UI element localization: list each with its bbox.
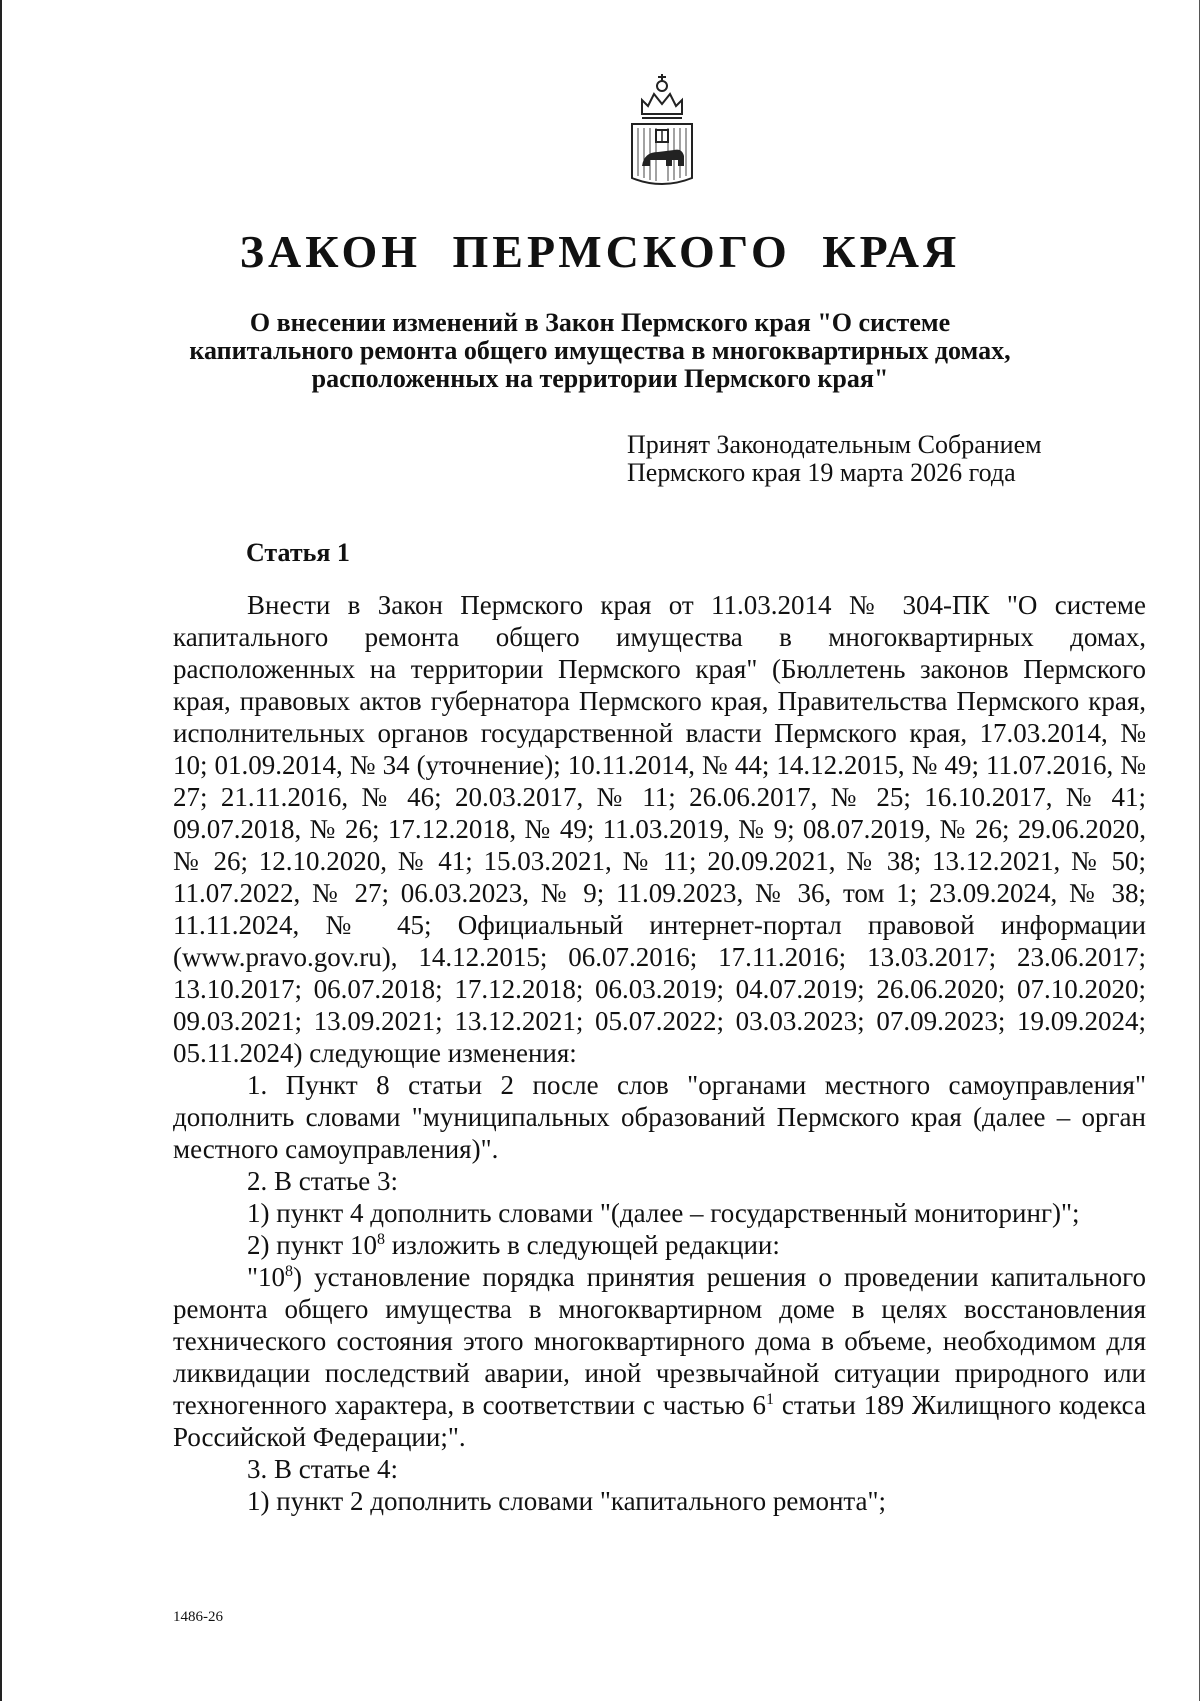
amendment-subitem: 1) пункт 4 дополнить словами "(далее – государственный мониторинг)"; — [247, 1198, 1080, 1228]
quote-text: "10 — [247, 1262, 286, 1292]
law-title: ЗАКОН ПЕРМСКОГО КРАЯ — [239, 226, 961, 277]
amendment-item: 1. Пункт 8 статьи 2 после слов "органами местного самоуправления" дополнить словами "муниципальных образований Пермского края (далее – орган местного самоуправления)". — [173, 1070, 1146, 1164]
quote-text: статьи 189 Жилищного кодекса Российской Федерации;". — [173, 1390, 1146, 1452]
adoption-note — [627, 431, 1147, 487]
adoption-line: Принят Законодательным Собранием — [627, 430, 1042, 459]
superscript: 8 — [376, 1231, 385, 1248]
subitem-text: изложить в следующей редакции: — [384, 1230, 780, 1260]
superscript: 1 — [765, 1391, 774, 1408]
intro-paragraph: Внести в Закон Пермского края от 11.03.2014 № 304-ПК "О системе капитального ремонта общего имущества в многоквартирных домах, расположенных на территории Пермского края" (Бюллетень законов Пермского края, правовых актов губернатора Пермского края, Правительства Пермского края, исполнительных органов государственной власти Пермского края, 17.03.2014, № 10; 01.09.2014, № 34 (уточнение); 10.11.2014, № 44; 14.12.2015, № 49; 11.07.2016, № 27; 21.11.2016, № 46; 20.03.2017, № 11; 26.06.2017, № 25; 16.10.2017, № 41; 09.07.2018, № 26; 17.12.2018, № 49; 11.03.2019, № 9; 08.07.2019, № 26; 29.06.2020, № 26; 12.10.2020, № 41; 15.03.2021, № 11; 20.09.2021, № 38; 13.12.2021, № 50; 11.07.2022, № 27; 06.03.2023, № 9; 11.09.2023, № 36, том 1; 23.09.2024, № 38; 11.11.2024, № 45; Официальный интернет-портал правовой информации (www.pravo.gov.ru), 14.12.2015; 06.07.2016; 17.11.2016; 13.03.2017; 23.06.2017; 13.10.2017; 06.07.2018; 17.12.2018; 06.03.2019; 04.07.2019; 26.06.2020; 07.10.2020; 09.03.2021; 13.09.2021; 13.12.2021; 05.07.2022; 03.03.2023; 07.09.2023; 19.09.2024; 05.11.2024) следующие изменения: — [173, 590, 1146, 1068]
quoted-provision — [173, 1261, 1146, 1453]
subtitle-line: О внесении изменений в Закон Пермского края "О системе — [249, 308, 951, 337]
article-body — [173, 589, 1146, 1517]
amendment-subitem: 1) пункт 2 дополнить словами "капитального ремонта"; — [247, 1486, 887, 1516]
superscript: 8 — [285, 1263, 294, 1280]
quote-text: ) установление порядка принятия решения о проведении капитального ремонта общего имущества в многоквартирном доме в целях восстановления технического состояния этого многоквартирного дома в объеме, необходимом для ликвидации последствий аварии, иной чрезвычайной ситуации природного или техногенного характера, в соответствии с частью 6 — [173, 1262, 1146, 1420]
amendment-item: 2. В статье 3: — [247, 1166, 399, 1196]
subtitle-line: капитального ремонта общего имущества в многоквартирных домах, — [189, 336, 1011, 365]
article-heading: Статья 1 — [246, 538, 350, 567]
amendment-item: 3. В статье 4: — [247, 1454, 399, 1484]
subtitle-line: расположенных на территории Пермского края" — [311, 364, 889, 393]
adoption-line: Пермского края 19 марта 2026 года — [627, 458, 1016, 487]
document-number: 1486-26 — [173, 1609, 223, 1625]
law-subtitle — [150, 309, 1050, 393]
subitem-text: 2) пункт 10 — [247, 1230, 377, 1260]
amendment-subitem — [173, 1229, 1146, 1261]
coat-of-arms-icon — [628, 70, 696, 188]
